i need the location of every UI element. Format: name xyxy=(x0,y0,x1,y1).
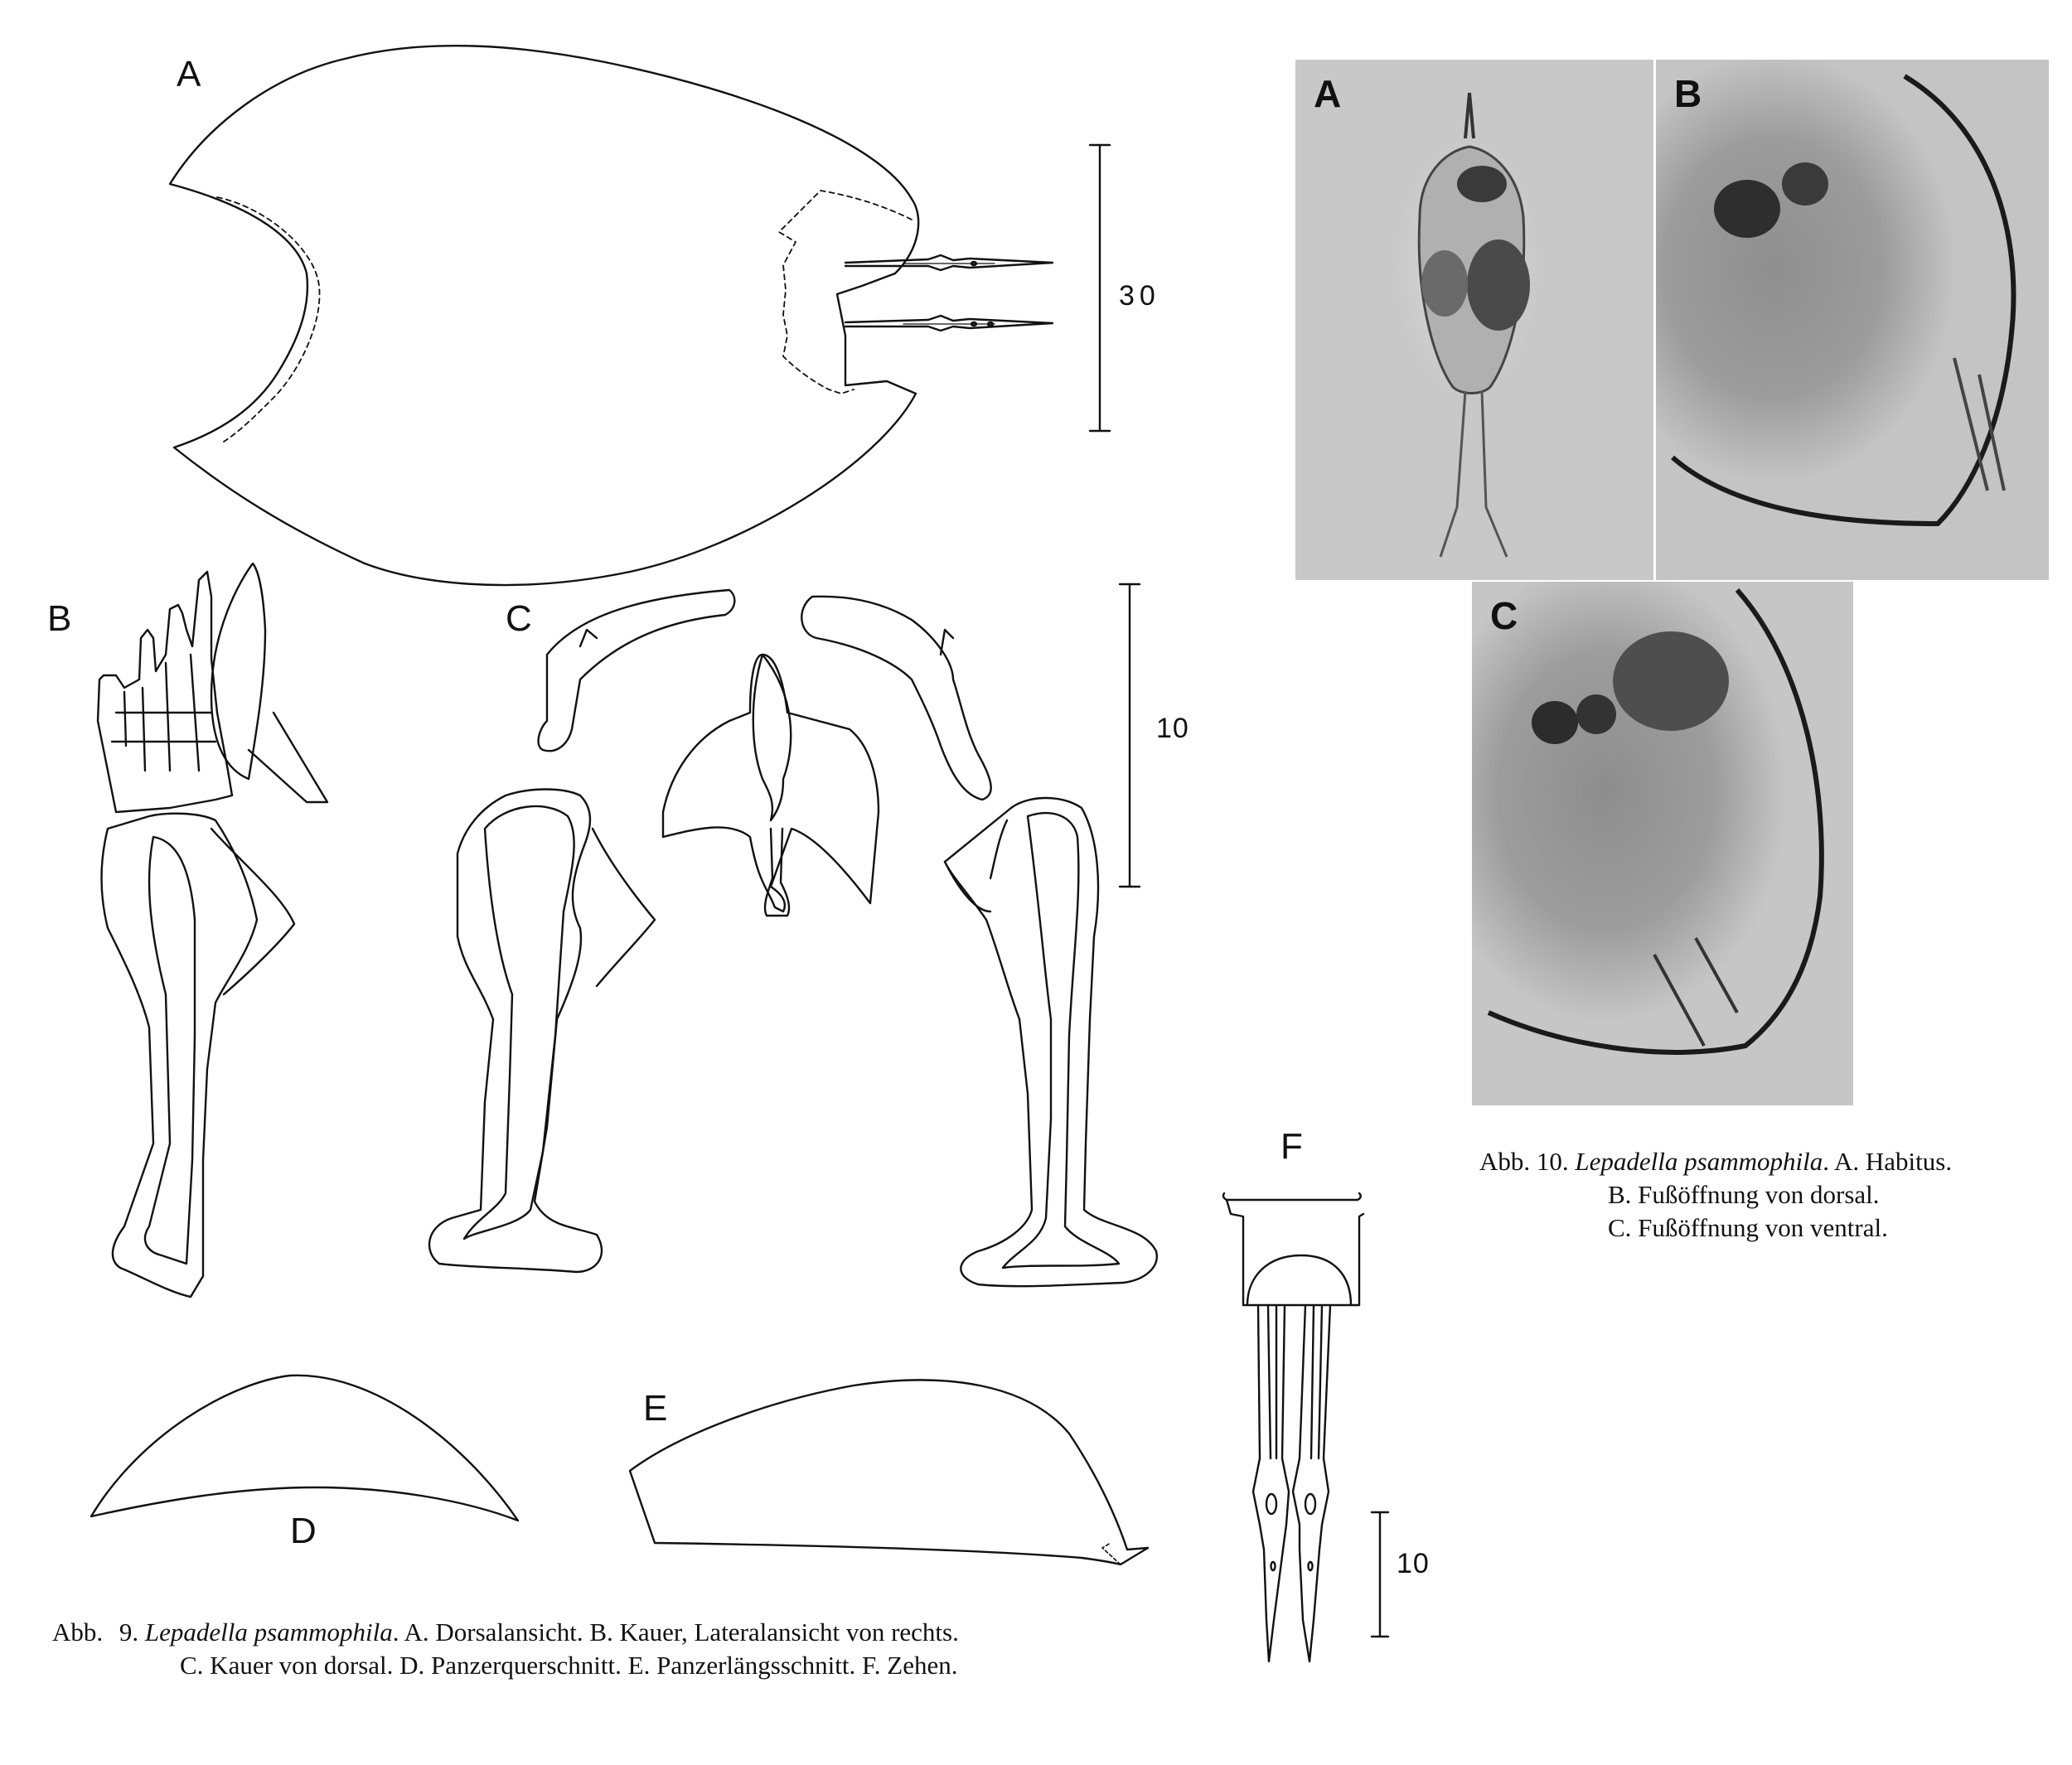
scale-label-F: 10 xyxy=(1397,1548,1430,1579)
panel-label-D: D xyxy=(290,1511,317,1551)
trophi-dorsal-view xyxy=(429,590,1157,1286)
toe-lower xyxy=(845,316,1053,331)
caption-10-line1: . A. Habitus. xyxy=(1823,1147,1953,1176)
scale-bar-A xyxy=(1090,145,1110,431)
caption-10-abb: Abb. xyxy=(1479,1147,1531,1176)
figure-9-caption xyxy=(52,1616,959,1682)
toes-drawing xyxy=(1223,1193,1363,1661)
figure-10-caption xyxy=(1479,1145,1952,1245)
photo-label-B: B xyxy=(1674,72,1702,115)
panel-label-F: F xyxy=(1280,1126,1303,1167)
caption-9-abb: Abb. xyxy=(52,1618,104,1647)
scale-label-A: 30 xyxy=(1119,280,1160,312)
toe-upper xyxy=(845,255,1053,270)
caption-9-number: 9. xyxy=(119,1618,139,1647)
photo-label-A: A xyxy=(1314,72,1342,115)
lorica-cross-section xyxy=(91,1376,518,1521)
caption-10-species: Lepadella psammophila xyxy=(1575,1147,1823,1176)
caption-9-species: Lepadella psammophila xyxy=(144,1618,393,1647)
caption-10-line3: C. Fußöffnung von ventral. xyxy=(1608,1213,1888,1242)
lorica-longitudinal-section xyxy=(630,1380,1148,1564)
caption-9-line2: C. Kauer von dorsal. D. Panzerquerschnitt. E. Panzerlängsschnitt. F. Zehen. xyxy=(180,1651,958,1680)
photo-label-C: C xyxy=(1490,594,1518,637)
scale-bar-F xyxy=(1372,1512,1388,1637)
panel-label-A: A xyxy=(177,54,201,94)
caption-10-line2: B. Fußöffnung von dorsal. xyxy=(1608,1180,1880,1209)
scale-label-BC: 10 xyxy=(1156,713,1189,744)
panel-label-C: C xyxy=(506,598,532,639)
photo-foot-opening-dorsal xyxy=(1656,60,2049,580)
photo-habitus xyxy=(1295,60,1653,580)
panel-label-B: B xyxy=(47,598,72,639)
scale-bar-BC xyxy=(1120,584,1140,887)
caption-9-line1: . A. Dorsalansicht. B. Kauer, Lateralansicht von rechts. xyxy=(392,1618,959,1647)
caption-10-number: 10. xyxy=(1536,1147,1569,1176)
panel-label-E: E xyxy=(643,1388,668,1429)
lorica-dorsal-view xyxy=(170,46,1053,585)
photo-foot-opening-ventral xyxy=(1472,582,1853,1105)
trophi-lateral-view xyxy=(98,563,327,1297)
